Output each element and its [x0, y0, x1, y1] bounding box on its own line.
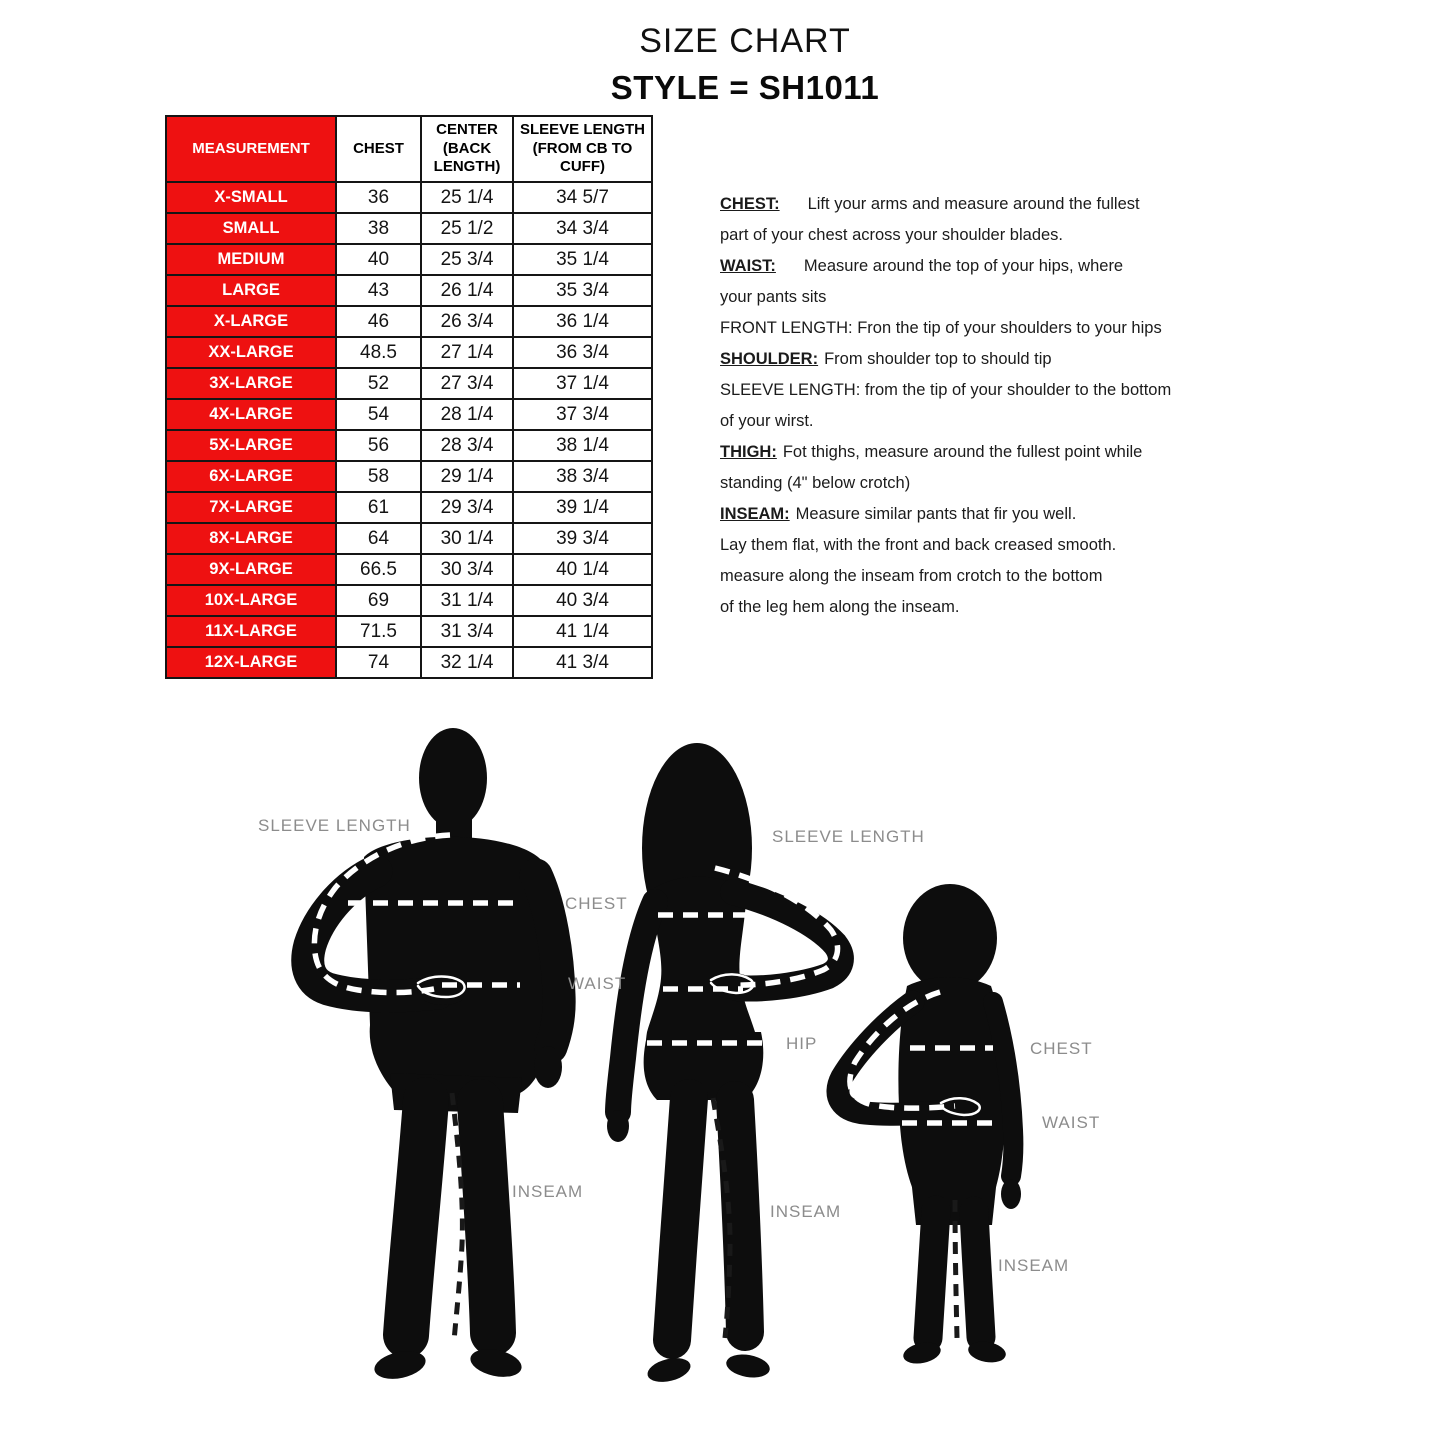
measurement-value-cell: 39 1/4 [513, 492, 652, 523]
measurement-value-cell: 36 1/4 [513, 306, 652, 337]
column-header-1: MEASUREMENT [166, 116, 336, 182]
measurement-instructions [720, 189, 1180, 623]
measurement-value-cell: 30 1/4 [421, 523, 513, 554]
column-header-3: CENTER (BACK LENGTH) [421, 116, 513, 182]
measurement-value-cell: 37 1/4 [513, 368, 652, 399]
woman-sleeve-length-label: SLEEVE LENGTH [772, 827, 925, 846]
measurement-value-cell: 56 [336, 430, 421, 461]
child-chest-label: CHEST [1030, 1039, 1093, 1058]
hip-label: HIP [786, 1034, 818, 1053]
woman-inseam-label: INSEAM [770, 1202, 842, 1221]
measurement-value-cell: 40 3/4 [513, 585, 652, 616]
child-silhouette [815, 880, 1075, 1365]
man-inseam-label: INSEAM [512, 1182, 584, 1201]
chest-label: CHEST [565, 894, 628, 913]
size-chart-table [165, 115, 653, 679]
measurement-value-cell: 34 3/4 [513, 213, 652, 244]
size-label-cell: 10X-LARGE [166, 585, 336, 616]
measurement-value-cell: 37 3/4 [513, 399, 652, 430]
instruction-line [720, 592, 1180, 623]
child-right-hand [1001, 1179, 1021, 1209]
instruction-text: Lift your arms and measure around the fullest [807, 195, 1140, 213]
child-right-leg [974, 1211, 981, 1337]
table-row [166, 461, 652, 492]
table-row [166, 399, 652, 430]
instruction-text: your pants sits [720, 288, 827, 306]
instruction-text: of your wirst. [720, 412, 814, 430]
measurement-value-cell: 43 [336, 275, 421, 306]
size-table-head-row [166, 116, 652, 182]
woman-right-leg [735, 1100, 745, 1332]
instruction-line [720, 437, 1180, 468]
size-label-cell: 8X-LARGE [166, 523, 336, 554]
instruction-text: of the leg hem along the inseam. [720, 598, 960, 616]
column-header-2: CHEST [336, 116, 421, 182]
size-label-cell: LARGE [166, 275, 336, 306]
measurement-value-cell: 40 1/4 [513, 554, 652, 585]
table-row [166, 647, 652, 678]
measurement-value-cell: 32 1/4 [421, 647, 513, 678]
size-label-cell: 3X-LARGE [166, 368, 336, 399]
woman-left-foot [645, 1354, 693, 1386]
instruction-text: Lay them flat, with the front and back creased smooth. [720, 536, 1117, 554]
size-label-cell: MEDIUM [166, 244, 336, 275]
man-right-leg [480, 1102, 493, 1333]
instruction-line [720, 499, 1180, 530]
measurement-value-cell: 25 1/2 [421, 213, 513, 244]
measurement-value-cell: 34 5/7 [513, 182, 652, 213]
measurement-value-cell: 28 3/4 [421, 430, 513, 461]
style-code: STYLE = SH1011 [610, 69, 880, 106]
measurement-value-cell: 26 1/4 [421, 275, 513, 306]
size-table-body [166, 182, 652, 678]
instruction-term: CHEST: [720, 195, 780, 213]
instruction-line [720, 189, 1180, 220]
measurement-value-cell: 25 3/4 [421, 244, 513, 275]
child-inseam-label: INSEAM [998, 1256, 1070, 1275]
figure-diagram [150, 715, 1190, 1435]
instruction-line [720, 313, 1180, 344]
size-label-cell: 6X-LARGE [166, 461, 336, 492]
measurement-value-cell: 31 1/4 [421, 585, 513, 616]
instruction-line [720, 530, 1180, 561]
size-label-cell: 11X-LARGE [166, 616, 336, 647]
measurement-value-cell: 38 1/4 [513, 430, 652, 461]
size-label-cell: 4X-LARGE [166, 399, 336, 430]
measurement-value-cell: 36 [336, 182, 421, 213]
measurement-value-cell: 71.5 [336, 616, 421, 647]
measurement-value-cell: 74 [336, 647, 421, 678]
measurement-value-cell: 61 [336, 492, 421, 523]
instruction-text: Fot thighs, measure around the fullest point while [782, 443, 1143, 461]
column-header-4: SLEEVE LENGTH (FROM CB TO CUFF) [513, 116, 652, 182]
measurement-value-cell: 48.5 [336, 337, 421, 368]
table-row [166, 430, 652, 461]
page-title: SIZE CHART [639, 22, 851, 60]
table-row [166, 244, 652, 275]
table-row [166, 523, 652, 554]
child-head [903, 884, 997, 992]
instruction-line [720, 282, 1180, 313]
child-left-leg [928, 1210, 936, 1338]
measurement-value-cell: 29 1/4 [421, 461, 513, 492]
measurement-value-cell: 28 1/4 [421, 399, 513, 430]
measurement-value-cell: 31 3/4 [421, 616, 513, 647]
instruction-term: THIGH: [720, 443, 777, 461]
measurement-value-cell: 25 1/4 [421, 182, 513, 213]
man-left-leg [406, 1100, 426, 1335]
table-row [166, 492, 652, 523]
size-label-cell: 5X-LARGE [166, 430, 336, 461]
measurement-value-cell: 36 3/4 [513, 337, 652, 368]
instruction-line [720, 344, 1180, 375]
child-waist-label: WAIST [1042, 1113, 1101, 1132]
man-right-hand [534, 1046, 562, 1088]
measurement-value-cell: 64 [336, 523, 421, 554]
measurement-value-cell: 41 3/4 [513, 647, 652, 678]
measurement-value-cell: 39 3/4 [513, 523, 652, 554]
size-label-cell: X-LARGE [166, 306, 336, 337]
table-row [166, 182, 652, 213]
man-right-foot [468, 1345, 524, 1381]
size-label-cell: 12X-LARGE [166, 647, 336, 678]
measurement-value-cell: 27 1/4 [421, 337, 513, 368]
measurement-value-cell: 30 3/4 [421, 554, 513, 585]
table-row [166, 213, 652, 244]
instruction-text: part of your chest across your shoulder blades. [720, 226, 1064, 244]
instruction-text: SLEEVE LENGTH: from the tip of your shoulder to the bottom [720, 381, 1172, 399]
size-label-cell: SMALL [166, 213, 336, 244]
instruction-text: From shoulder top to should tip [824, 350, 1052, 368]
woman-left-hand [607, 1110, 629, 1142]
man-sleeve-length-label: SLEEVE LENGTH [258, 816, 411, 835]
table-row [166, 554, 652, 585]
instruction-line [720, 468, 1180, 499]
measurement-value-cell: 46 [336, 306, 421, 337]
instruction-text: Measure around the top of your hips, where [803, 257, 1124, 275]
instruction-term: WAIST: [720, 257, 776, 275]
table-row [166, 275, 652, 306]
measurement-value-cell: 52 [336, 368, 421, 399]
measurement-value-cell: 35 3/4 [513, 275, 652, 306]
woman-right-foot [724, 1351, 771, 1380]
measurement-value-cell: 54 [336, 399, 421, 430]
instruction-line [720, 561, 1180, 592]
measurement-value-cell: 35 1/4 [513, 244, 652, 275]
instruction-text: FRONT LENGTH: Fron the tip of your shoulders to your hips [720, 319, 1162, 337]
measurement-value-cell: 69 [336, 585, 421, 616]
instruction-text: standing (4" below crotch) [720, 474, 911, 492]
title-block [495, 0, 995, 107]
measurement-value-cell: 38 3/4 [513, 461, 652, 492]
table-row [166, 337, 652, 368]
waist-label: WAIST [568, 974, 627, 993]
instruction-line [720, 406, 1180, 437]
instruction-line [720, 220, 1180, 251]
instruction-term: INSEAM: [720, 505, 790, 523]
instruction-text: Measure similar pants that fir you well. [795, 505, 1077, 523]
instruction-text: measure along the inseam from crotch to the bottom [720, 567, 1103, 585]
size-label-cell: X-SMALL [166, 182, 336, 213]
table-row [166, 585, 652, 616]
instruction-line [720, 251, 1180, 282]
measurement-value-cell: 41 1/4 [513, 616, 652, 647]
measurement-value-cell: 66.5 [336, 554, 421, 585]
table-row [166, 616, 652, 647]
measurement-value-cell: 40 [336, 244, 421, 275]
size-label-cell: 7X-LARGE [166, 492, 336, 523]
instruction-term: SHOULDER: [720, 350, 819, 368]
size-label-cell: 9X-LARGE [166, 554, 336, 585]
size-label-cell: XX-LARGE [166, 337, 336, 368]
measurement-value-cell: 29 3/4 [421, 492, 513, 523]
measurement-value-cell: 26 3/4 [421, 306, 513, 337]
woman-left-leg [672, 1098, 689, 1340]
measurement-value-cell: 58 [336, 461, 421, 492]
measurement-value-cell: 27 3/4 [421, 368, 513, 399]
measurement-value-cell: 38 [336, 213, 421, 244]
table-row [166, 368, 652, 399]
instruction-line [720, 375, 1180, 406]
table-row [166, 306, 652, 337]
